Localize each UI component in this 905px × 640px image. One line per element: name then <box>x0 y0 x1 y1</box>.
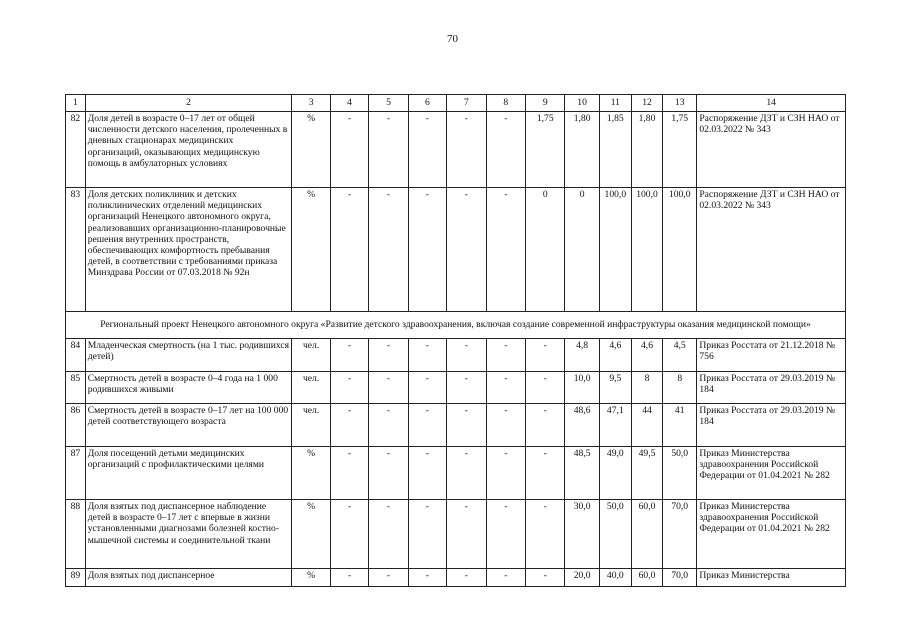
page-number: 70 <box>447 33 458 45</box>
value-cell: 4,6 <box>631 339 662 372</box>
value-cell: 1,85 <box>599 112 631 188</box>
value-cell: - <box>330 372 368 404</box>
value-cell: - <box>369 339 408 372</box>
value-cell: 60,0 <box>631 569 662 587</box>
value-cell: - <box>369 569 408 587</box>
indicators-table <box>65 94 846 587</box>
value-cell: 41 <box>663 404 697 447</box>
unit-cell: % <box>292 500 330 569</box>
indicator-name: Доля детских поликлиник и детских поликлинических отделений медицинских организаций Ненецкого автономного округа, реализовавших организационно-планировочные решения внутренних пространств, обеспечивающих комфортность пребывания детей, в соответствии с требованиями приказа Минздрава России от 07.03.2018 № 92н <box>85 188 292 312</box>
value-cell: - <box>369 112 408 188</box>
value-cell: 49,0 <box>599 447 631 500</box>
value-cell: - <box>526 372 565 404</box>
value-cell: - <box>447 339 486 372</box>
value-cell: - <box>330 339 368 372</box>
indicator-name: Доля взятых под диспансерное наблюдение детей в возрасте 0–17 лет с впервые в жизни установленными диагнозами болезней костно-мышечной системы и соединительной ткани <box>85 500 292 569</box>
value-cell: 8 <box>631 372 662 404</box>
source-document: Распоряжение ДЗТ и СЗН НАО от 02.03.2022 № 343 <box>697 188 846 312</box>
table-row <box>66 569 846 587</box>
indicator-name: Младенческая смертность (на 1 тыс. родившихся детей) <box>85 339 292 372</box>
value-cell: 4,8 <box>565 339 599 372</box>
value-cell: - <box>447 112 486 188</box>
column-number: 7 <box>447 95 486 112</box>
value-cell: 100,0 <box>599 188 631 312</box>
value-cell: 60,0 <box>631 500 662 569</box>
value-cell: 1,75 <box>663 112 697 188</box>
row-number: 88 <box>66 500 86 569</box>
indicator-name: Доля посещений детьми медицинских организаций с профилактическими целями <box>85 447 292 500</box>
indicator-name: Смертность детей в возрасте 0–4 года на 1 000 родившихся живыми <box>85 372 292 404</box>
table-row <box>66 372 846 404</box>
value-cell: 30,0 <box>565 500 599 569</box>
indicator-rows-regional <box>66 339 846 587</box>
value-cell: 70,0 <box>663 500 697 569</box>
value-cell: - <box>486 372 525 404</box>
value-cell: 100,0 <box>631 188 662 312</box>
table-row <box>66 112 846 188</box>
source-document: Приказ Министерства здравоохранения Российской Федерации от 01.04.2021 № 282 <box>697 447 846 500</box>
unit-cell: % <box>292 569 330 587</box>
column-number-row <box>66 95 846 112</box>
value-cell: 70,0 <box>663 569 697 587</box>
column-number: 3 <box>292 95 330 112</box>
indicator-name: Доля взятых под диспансерное <box>85 569 292 587</box>
value-cell: - <box>408 339 446 372</box>
value-cell: 0 <box>526 188 565 312</box>
value-cell: - <box>486 404 525 447</box>
value-cell: - <box>408 372 446 404</box>
row-number: 89 <box>66 569 86 587</box>
indicator-name: Доля детей в возрасте 0–17 лет от общей численности детского населения, пролеченных в дневных стационарах медицинских организаций, оказывающих медицинскую помощь в амбулаторных условиях <box>85 112 292 188</box>
value-cell: - <box>330 188 368 312</box>
value-cell: - <box>408 569 446 587</box>
value-cell: 44 <box>631 404 662 447</box>
value-cell: - <box>447 188 486 312</box>
row-number: 85 <box>66 372 86 404</box>
column-number: 9 <box>526 95 565 112</box>
value-cell: 50,0 <box>663 447 697 500</box>
value-cell: - <box>447 500 486 569</box>
section-row <box>66 312 846 339</box>
source-document: Приказ Росстата от 29.03.2019 № 184 <box>697 372 846 404</box>
value-cell: 100,0 <box>663 188 697 312</box>
value-cell: - <box>408 404 446 447</box>
value-cell: - <box>369 372 408 404</box>
row-number: 84 <box>66 339 86 372</box>
column-number: 1 <box>66 95 86 112</box>
column-number: 8 <box>486 95 525 112</box>
column-number: 10 <box>565 95 599 112</box>
value-cell: 48,5 <box>565 447 599 500</box>
unit-cell: чел. <box>292 404 330 447</box>
source-document: Приказ Министерства <box>697 569 846 587</box>
value-cell: - <box>408 447 446 500</box>
source-document: Приказ Росстата от 29.03.2019 № 184 <box>697 404 846 447</box>
row-number: 82 <box>66 112 86 188</box>
value-cell: 1,75 <box>526 112 565 188</box>
value-cell: 48,6 <box>565 404 599 447</box>
value-cell: - <box>486 500 525 569</box>
value-cell: - <box>369 404 408 447</box>
row-number: 87 <box>66 447 86 500</box>
value-cell: 1,80 <box>631 112 662 188</box>
value-cell: 50,0 <box>599 500 631 569</box>
value-cell: - <box>330 500 368 569</box>
indicator-name: Смертность детей в возрасте 0–17 лет на 100 000 детей соответствующего возраста <box>85 404 292 447</box>
value-cell: - <box>486 339 525 372</box>
unit-cell: чел. <box>292 372 330 404</box>
value-cell: - <box>330 404 368 447</box>
section-title: Региональный проект Ненецкого автономного округа «Развитие детского здравоохранения, включая создание современной инфраструктуры оказания медицинской помощи» <box>66 312 846 339</box>
value-cell: - <box>526 500 565 569</box>
table-row <box>66 404 846 447</box>
value-cell: - <box>330 569 368 587</box>
value-cell: 10,0 <box>565 372 599 404</box>
table-row <box>66 500 846 569</box>
table-row <box>66 447 846 500</box>
value-cell: - <box>408 188 446 312</box>
unit-cell: % <box>292 447 330 500</box>
unit-cell: чел. <box>292 339 330 372</box>
value-cell: - <box>486 188 525 312</box>
value-cell: 1,80 <box>565 112 599 188</box>
value-cell: - <box>369 447 408 500</box>
value-cell: - <box>330 112 368 188</box>
column-number: 11 <box>599 95 631 112</box>
unit-cell: % <box>292 112 330 188</box>
source-document: Приказ Росстата от 21.12.2018 № 756 <box>697 339 846 372</box>
column-number: 14 <box>697 95 846 112</box>
value-cell: - <box>526 339 565 372</box>
column-number: 13 <box>663 95 697 112</box>
indicator-rows-top <box>66 112 846 312</box>
row-number: 86 <box>66 404 86 447</box>
value-cell: - <box>486 112 525 188</box>
value-cell: 47,1 <box>599 404 631 447</box>
column-number: 12 <box>631 95 662 112</box>
value-cell: - <box>447 404 486 447</box>
column-number: 5 <box>369 95 408 112</box>
value-cell: - <box>447 447 486 500</box>
value-cell: - <box>526 569 565 587</box>
source-document: Распоряжение ДЗТ и СЗН НАО от 02.03.2022 № 343 <box>697 112 846 188</box>
value-cell: - <box>408 112 446 188</box>
value-cell: 20,0 <box>565 569 599 587</box>
value-cell: 4,5 <box>663 339 697 372</box>
value-cell: - <box>369 500 408 569</box>
value-cell: - <box>369 188 408 312</box>
column-number: 2 <box>85 95 292 112</box>
value-cell: - <box>447 569 486 587</box>
value-cell: - <box>526 447 565 500</box>
value-cell: - <box>408 500 446 569</box>
unit-cell: % <box>292 188 330 312</box>
value-cell: 8 <box>663 372 697 404</box>
value-cell: 49,5 <box>631 447 662 500</box>
row-number: 83 <box>66 188 86 312</box>
value-cell: - <box>526 404 565 447</box>
value-cell: 40,0 <box>599 569 631 587</box>
table-row <box>66 188 846 312</box>
value-cell: - <box>486 447 525 500</box>
source-document: Приказ Министерства здравоохранения Российской Федерации от 01.04.2021 № 282 <box>697 500 846 569</box>
value-cell: 0 <box>565 188 599 312</box>
value-cell: 9,5 <box>599 372 631 404</box>
value-cell: - <box>447 372 486 404</box>
column-number: 6 <box>408 95 446 112</box>
value-cell: 4,6 <box>599 339 631 372</box>
column-number: 4 <box>330 95 368 112</box>
value-cell: - <box>330 447 368 500</box>
table-row <box>66 339 846 372</box>
value-cell: - <box>486 569 525 587</box>
